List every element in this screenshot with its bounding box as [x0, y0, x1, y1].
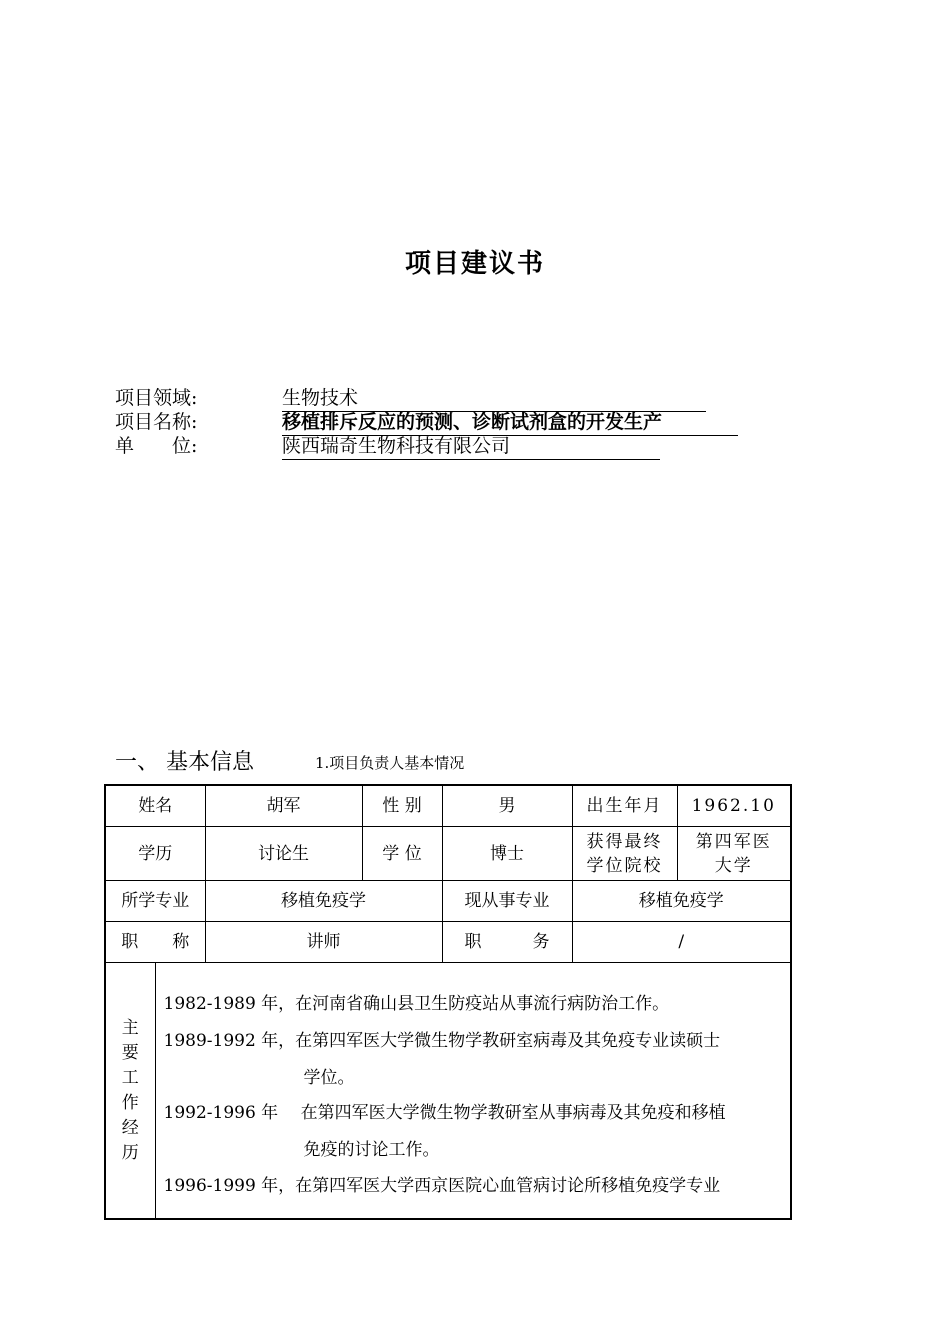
- field-label: 项目领域:: [115, 387, 198, 409]
- position-value-cell: /: [572, 922, 791, 963]
- document-title: 项目建议书: [404, 249, 545, 279]
- gender-value-cell: 男: [442, 785, 572, 827]
- table-row: [105, 922, 791, 963]
- section-heading: 一、 基本信息: [115, 750, 254, 775]
- table-row: [105, 963, 791, 1220]
- edu-label-cell: 学历: [105, 827, 205, 881]
- field-value: 生物技术: [282, 386, 706, 412]
- major-value-cell: 移植免疫学: [205, 881, 442, 922]
- table-row: [105, 785, 791, 827]
- gender-label-cell: 性 别: [362, 785, 442, 827]
- name-value-cell: 胡军: [205, 785, 362, 827]
- school-label-cell: 获得最终学位院校: [572, 827, 677, 881]
- degree-value-cell: 博士: [442, 827, 572, 881]
- unit-value: 陕西瑞奇生物科技有限公司: [282, 434, 660, 460]
- title-value-cell: 讲师: [205, 922, 442, 963]
- name-value: 移植排斥反应的预测、诊断试剂盒的开发生产: [282, 410, 738, 436]
- table-row: [105, 881, 791, 922]
- experience-line: 1989-1992 年，在第四军医大学微生物学教研室病毒及其免疫专业读硕士: [163, 1031, 721, 1051]
- experience-line: 学位。: [303, 1068, 355, 1088]
- school-value-cell: 第四军医大学: [677, 827, 791, 881]
- current-major-value-cell: 移植免疫学: [572, 881, 791, 922]
- experience-line: 免疫的讨论工作。: [303, 1140, 440, 1160]
- table-row: [105, 827, 791, 881]
- degree-label-cell: 学 位: [362, 827, 442, 881]
- experience-label-cell: [105, 963, 155, 1220]
- basic-info-table: [104, 784, 792, 1220]
- title-label-cell: 职 称: [105, 922, 205, 963]
- experience-content-cell: [155, 963, 791, 1220]
- unit-label: 单 位:: [115, 435, 198, 457]
- section-subheading: 1.项目负责人基本情况: [315, 754, 465, 772]
- major-label-cell: 所学专业: [105, 881, 205, 922]
- current-major-label-cell: 现从事专业: [442, 881, 572, 922]
- experience-label: 主要工作经历: [121, 1017, 139, 1163]
- edu-value-cell: 讨论生: [205, 827, 362, 881]
- experience-line: 1982-1989 年，在河南省确山县卫生防疫站从事流行病防治工作。: [163, 994, 670, 1014]
- experience-line: 1996-1999 年，在第四军医大学西京医院心血管病讨论所移植免疫学专业: [163, 1176, 721, 1196]
- name-label-cell: 姓名: [105, 785, 205, 827]
- birth-label-cell: 出生年月: [572, 785, 677, 827]
- position-label-cell: 职 务: [442, 922, 572, 963]
- birth-value-cell: 1962.10: [677, 785, 791, 827]
- name-label: 项目名称:: [115, 411, 198, 433]
- experience-line: 1992-1996 年 在第四军医大学微生物学教研室从事病毒及其免疫和移植: [163, 1103, 726, 1123]
